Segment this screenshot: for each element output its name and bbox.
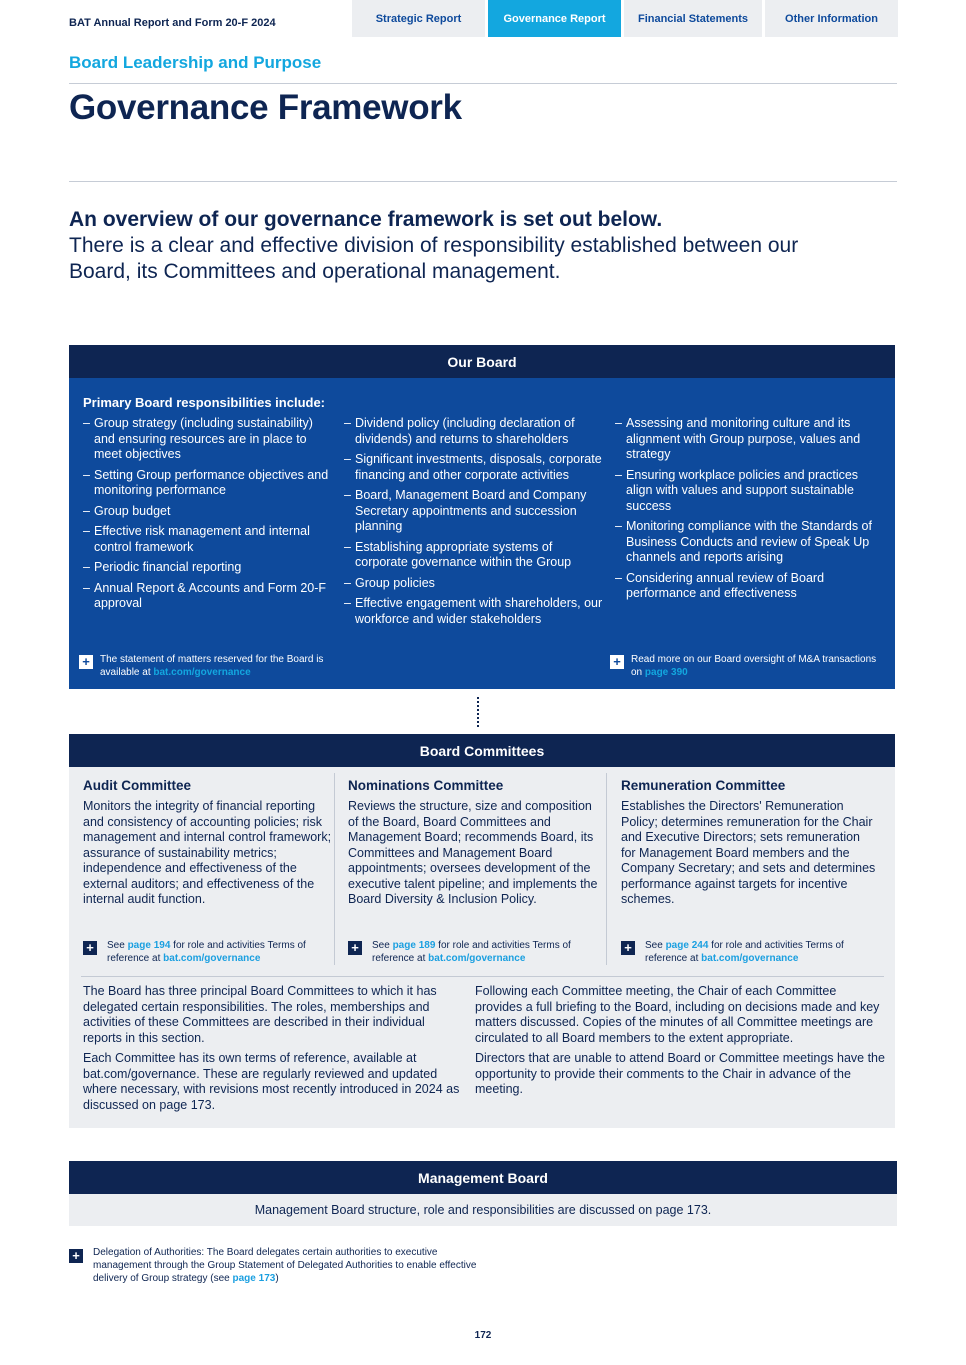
column-divider xyxy=(334,773,335,965)
page-number: 172 xyxy=(474,1330,492,1341)
management-body: Management Board structure, role and responsibilities are discussed on page 173. xyxy=(69,1194,897,1226)
committee-note xyxy=(83,939,338,965)
page-title: Governance Framework xyxy=(69,88,462,127)
governance-link[interactable]: bat.com/governance xyxy=(701,953,799,964)
list-item: – Effective risk management and internal control framework xyxy=(83,524,335,555)
note-text: See xyxy=(107,940,128,951)
plus-icon: + xyxy=(621,941,635,955)
governance-link[interactable]: bat.com/governance xyxy=(428,953,526,964)
responsibilities-list-2 xyxy=(344,416,608,632)
list-item: – Group policies xyxy=(344,576,608,592)
note-text: Delegation of Authorities: The Board delegates certain authorities to executive management through the Group Statement of Delegated Authorities to enable effective delivery of Group strategy (see xyxy=(93,1247,477,1284)
plus-icon: + xyxy=(79,655,93,669)
list-item: – Establishing appropriate systems of corporate governance within the Group xyxy=(344,540,608,571)
intro-lead: An overview of our governance framework is set out below. xyxy=(69,208,663,231)
list-item: – Setting Group performance objectives and monitoring performance xyxy=(83,468,335,499)
responsibilities-list-3 xyxy=(615,416,887,607)
committee-note xyxy=(621,939,886,965)
committee-title: Nominations Committee xyxy=(348,778,504,793)
remuneration-committee xyxy=(621,767,876,967)
column-divider xyxy=(606,773,607,965)
list-item: – Considering annual review of Board performance and effectiveness xyxy=(615,571,887,602)
note-text: for role and activities Terms of reference at xyxy=(107,940,306,964)
list-item: – Annual Report & Accounts and Form 20-F approval xyxy=(83,581,335,612)
nominations-committee xyxy=(348,767,603,967)
section-label: Board Leadership and Purpose xyxy=(69,53,322,72)
note-text: See xyxy=(645,940,666,951)
responsibilities-title: Primary Board responsibilities include: xyxy=(83,395,326,410)
board-panel xyxy=(69,378,895,689)
page-194-link[interactable]: page 194 xyxy=(127,940,171,951)
list-item: – Periodic financial reporting xyxy=(83,560,335,576)
paragraph: Following each Committee meeting, the Chair of each Committee provides a full briefing to the Board, including on decisions made and key matters discussed. Copies of the minutes of all Committee meetings are circulated to all Board members to the extent appropriate. xyxy=(475,984,880,1045)
list-item: – Assessing and monitoring culture and its alignment with Group purpose, values and strategy xyxy=(615,416,887,463)
tab-other-information[interactable]: Other Information xyxy=(765,0,898,37)
paragraph: Each Committee has its own terms of reference, available at bat.com/governance. These are regularly reviewed and updated where necessary, with revisions most recently introduced in 2024 as discussed on page 173. xyxy=(83,1051,460,1112)
page-390-link[interactable]: page 390 xyxy=(644,667,688,678)
plus-icon: + xyxy=(348,941,362,955)
committees-text-left xyxy=(83,984,465,1118)
divider xyxy=(69,83,897,84)
divider xyxy=(69,181,897,182)
note-text: for role and activities Terms of reference at xyxy=(645,940,844,964)
tab-strategic-report[interactable]: Strategic Report xyxy=(352,0,485,37)
committee-description: Reviews the structure, size and composition of the Board, Board Committees and Management Board; recommends Board, its Committees and Management Board appointments; oversees development of the executive talent pipeline; and implements the Board Diversity & Inclusion Policy. xyxy=(348,799,598,906)
dotted-connector xyxy=(477,697,479,727)
management-heading: Management Board xyxy=(69,1161,897,1194)
committee-description: Establishes the Directors' Remuneration Policy; determines remuneration for the Chair and Executive Directors; sets remuneration for Management Board members and the Company Secretary; and sets and determines performance against targets for incentive schemes. xyxy=(621,799,876,906)
committee-description: Monitors the integrity of financial reporting and consistency of accounting policies; risk management and internal control framework; assurance of sustainability metrics; independence and effectiveness of the external auditors; and effectiveness of the internal audit function. xyxy=(83,799,332,906)
board-note-matters-reserved xyxy=(79,653,339,679)
committee-title: Audit Committee xyxy=(83,778,191,793)
plus-icon: + xyxy=(610,655,624,669)
plus-icon: + xyxy=(69,1249,83,1263)
committees-text-right xyxy=(475,984,885,1103)
delegation-note xyxy=(69,1246,479,1285)
intro xyxy=(69,207,829,285)
audit-committee xyxy=(83,767,333,967)
committee-note xyxy=(348,939,596,965)
note-text: for role and activities Terms of reference at xyxy=(372,940,571,964)
list-item: – Board, Management Board and Company Secretary appointments and succession planning xyxy=(344,488,608,535)
section-nav xyxy=(352,0,898,37)
list-item: – Significant investments, disposals, corporate financing and other corporate activities xyxy=(344,452,608,483)
board-heading: Our Board xyxy=(69,345,895,378)
list-item: – Group budget xyxy=(83,504,335,520)
list-item: – Effective engagement with shareholders, our workforce and wider stakeholders xyxy=(344,596,608,627)
list-item: – Dividend policy (including declaration of dividends) and returns to shareholders xyxy=(344,416,608,447)
list-item: – Group strategy (including sustainability) and ensuring resources are in place to meet objectives xyxy=(83,416,335,463)
tab-financial-statements[interactable]: Financial Statements xyxy=(624,0,762,37)
note-text: The statement of matters reserved for the Board is available at xyxy=(100,654,324,678)
governance-link[interactable]: bat.com/governance xyxy=(163,953,261,964)
paragraph: The Board has three principal Board Committees to which it has delegated certain responsibilities. The roles, memberships and activities of these Committees are described in their individual reports in this section. xyxy=(83,984,437,1045)
intro-body: There is a clear and effective division of responsibility established between our Board, its Committees and operational management. xyxy=(69,234,799,283)
committees-panel xyxy=(69,767,895,1128)
note-text: Read more on our Board oversight of M&A transactions on xyxy=(631,654,877,678)
tab-governance-report[interactable]: Governance Report xyxy=(488,0,621,37)
plus-icon: + xyxy=(83,941,97,955)
page-173-link[interactable]: page 173 xyxy=(232,1273,276,1284)
board-note-ma-oversight xyxy=(610,653,890,679)
note-text: See xyxy=(372,940,393,951)
committee-title: Remuneration Committee xyxy=(621,778,786,793)
paragraph: Directors that are unable to attend Board or Committee meetings have the opportunity to provide their comments to the Chair in advance of the meeting. xyxy=(475,1051,885,1096)
document-title: BAT Annual Report and Form 20-F 2024 xyxy=(69,17,276,29)
list-item: – Monitoring compliance with the Standards of Business Conducts and review of Speak Up channels and reports arising xyxy=(615,519,887,566)
page-244-link[interactable]: page 244 xyxy=(665,940,709,951)
divider xyxy=(81,976,884,977)
committees-heading: Board Committees xyxy=(69,734,895,767)
list-item: – Ensuring workplace policies and practices align with values and support sustainable success xyxy=(615,468,887,515)
note-text: ) xyxy=(275,1273,279,1284)
page-189-link[interactable]: page 189 xyxy=(392,940,436,951)
responsibilities-list-1 xyxy=(83,416,335,617)
governance-link[interactable]: bat.com/governance xyxy=(153,667,251,678)
